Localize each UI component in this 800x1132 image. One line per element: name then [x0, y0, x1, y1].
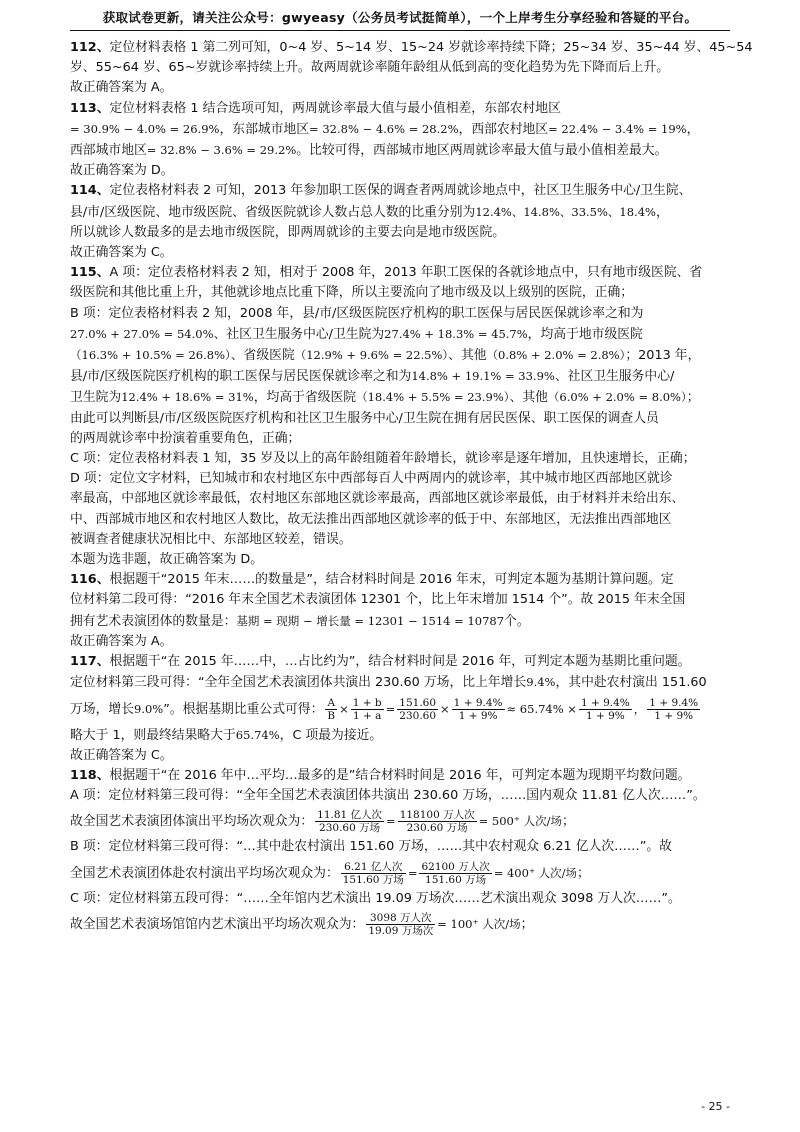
q115-text-7a: 卫生院为 [70, 390, 122, 406]
q118-a-fraction-2 [398, 809, 477, 834]
q117-formula-1: 9.4% [526, 675, 556, 690]
frac-num: 1 + 9.4% [580, 696, 630, 709]
q113-line1 [70, 99, 766, 119]
frac-num: 1 + b [352, 696, 382, 709]
q113-text-6: 。比较可得，西部城市地区两周就诊率最大值与最小值相差最大。 [296, 143, 668, 159]
q116-line3 [70, 611, 766, 632]
q117-line2 [70, 672, 766, 693]
q115-text-7b: ，均高于省级医院 [253, 390, 357, 406]
frac-num: 6.21 亿人次 [341, 861, 406, 874]
q117-text: 根据题干“在 2015 年……中，…占比约为”，结合材料时间是 2016 年，可判定本题为基期比重问题。 [109, 654, 691, 670]
frac-den: 1 + a [352, 709, 382, 722]
q115-text-4b: ，均高于地市级医院 [527, 326, 643, 342]
q117-fraction-1 [325, 697, 337, 722]
q117-text-4b: ，C 项最为接近。 [279, 727, 383, 743]
q115-text: A 项：定位表格材料表 2 知，相对于 2008 年，2013 年职工医保的各就诊地点中，只有地市级医院、省 [109, 265, 703, 281]
q117-formula-3: 65.74% [235, 727, 280, 742]
frac-num: 3098 万人次 [366, 912, 435, 925]
frac-den: 1 + 9% [458, 709, 498, 722]
frac-den: 1 + 9% [585, 709, 625, 722]
q118-number: 118、 [70, 767, 110, 783]
q117-approx: ≈ 65.74% × [506, 701, 577, 716]
q113-line2 [70, 119, 766, 140]
frac-den: 19.09 万场次 [368, 924, 434, 937]
q115-line10: C 项：定位表格材料表 1 知，35 岁及以上的高年龄组随着年龄增长，就诊率是逐年增加，且快速增长，正确； [70, 451, 696, 467]
q113-formula-3: = 22.4% − 3.4% = 19% [548, 121, 687, 136]
q118-c-result: = 100⁺ 人次/场 [437, 916, 521, 931]
frac-num: 1 + 9.4% [649, 696, 699, 709]
q115-text-4a: 、社区卫生服务中心/卫生院为 [213, 326, 385, 342]
q115-text-7d: ； [686, 390, 700, 406]
frac-num: 118100 万人次 [399, 809, 475, 822]
q115-text-5b: 、其他 [448, 348, 487, 364]
q118-line1 [70, 766, 766, 786]
q115-line12: 率最高，中部地区就诊率最低，农村地区东部地区就诊率最高，西部地区就诊率最低，由于材料并未给出东、 [70, 491, 685, 507]
q118-a-result: = 500⁺ 人次/场 [478, 814, 562, 829]
frac-num: 151.60 [399, 696, 437, 709]
q118-text: 根据题干“在 2016 年中…平均…最多的是”结合材料时间是 2016 年，可判定本题为现期平均数问题。 [109, 767, 691, 783]
q113-line3 [70, 140, 766, 161]
q115-line4 [70, 324, 766, 345]
q115-line5 [70, 345, 766, 366]
q117-text-3a: 万场，增长 [70, 701, 134, 717]
q115-formula-8: （18.4% + 5.5% = 23.9%） [356, 390, 510, 405]
q115-text-5a: 、省级医院 [230, 348, 295, 364]
q116-formula: 基期 = 现期 − 增长量 = 12301 − 1514 = 10787 [236, 613, 505, 628]
q115-line8: 由此可以判断县/市/区级医院医疗机构和社区卫生服务中心/卫生院在拥有居民医保、职工医保的调查人员 [70, 410, 659, 426]
q117-text-3b: ”。根据基期比重公式可得： [163, 701, 324, 717]
q115-line7 [70, 387, 766, 408]
frac-num: 11.81 亿人次 [317, 809, 383, 822]
q114-number: 114、 [70, 183, 110, 199]
q115-line9: 的两周就诊率中扮演着重要角色，正确； [70, 430, 301, 446]
q118-b-line2: 全国艺术表演团体赴农村演出平均场次观众为： $\frac{\text{6.21 亿人次}}{\text{151.60 万场}}$ = $\frac{\text{62100 万人次}}{\text{151.60 万场}}$ = 400⁺ 人次/场； [70, 860, 590, 886]
q118-c-line1: C 项：定位材料第五段可得：“……全年馆内艺术演出 19.09 万场次……艺术演出观众 3098 万人次……”。 [70, 890, 681, 906]
q112-line1 [70, 38, 766, 58]
q116-answer: 故正确答案为 A。 [70, 633, 173, 649]
q117-formula-2: 9.0% [133, 701, 164, 716]
q114-text: 定位表格材料表 2 可知，2013 年参加职工医保的调查者两周就诊地点中，社区卫生服务中心/卫生院、 [109, 183, 692, 199]
q115-number: 115、 [70, 265, 110, 281]
q112-line2: 岁、55~64 岁、65~岁就诊率持续上升。故两周就诊率随年龄组从低到高的变化趋势为先下降而后上升。 [70, 60, 670, 76]
q112-text: 定位材料表格 1 第二列可知，0~4 岁、5~14 岁、15~24 岁就诊率持续下降；25~34 岁、35~44 岁、45~54 [109, 40, 753, 55]
frac-den: 230.60 万场 [319, 822, 381, 835]
q115-answer: 本题为选非题，故正确答案为 D。 [70, 552, 264, 568]
q113-text-2: ，东部城市地区 [219, 121, 310, 137]
q115-text-5c: ；2013 年， [625, 348, 701, 364]
q115-line14: 被调查者健康状况相比中、东部地区较差，错误。 [70, 531, 352, 547]
q118-b-fraction-1 [341, 861, 406, 886]
frac-den: 151.60 万场 [342, 873, 404, 886]
q116-line2: 位材料第二段可得：“2016 年末全国艺术表演团体 12301 个，比上年末增加 1514 个”。故 2015 年末全国 [70, 592, 686, 608]
q117-fraction-5 [579, 697, 632, 722]
q115-line1 [70, 263, 766, 283]
q115-formula-5: （0.8% + 2.0% = 2.8%） [486, 348, 626, 363]
q117-text-4a: 略大于 1，则最终结果略大于 [70, 727, 236, 743]
q113-text-4: ， [686, 121, 700, 137]
q117-answer: 故正确答案为 C。 [70, 747, 173, 763]
q118-b-text: 全国艺术表演团体赴农村演出平均场次观众为： [70, 865, 339, 881]
frac-den: 230.60 万场 [406, 822, 468, 835]
q118-b-result: = 400⁺ 人次/场 [493, 865, 578, 880]
q115-formula-9: （6.0% + 2.0% = 8.0%） [547, 390, 687, 405]
q114-answer: 故正确答案为 C。 [70, 245, 173, 261]
q114-line1 [70, 181, 766, 201]
q117-line3: 万场，增长9.0%”。根据基期比重公式可得： $\frac{A}{B}$ × $\frac{1 + b}{1 + a}$ = $\frac{151.60}{230.60}$ × $\frac{1 + 9.4\%}{1 + 9\%}$ ≈ 65.74% × $\frac{1 + 9.4\%}{1 + 9\%}$ ， $\frac{1 + 9.4\%}{1 + 9\%}$ [70, 696, 699, 722]
q115-formula-6: 14.8% + 19.1% = 33.9% [411, 369, 555, 384]
frac-den: 1 + 9% [654, 709, 694, 722]
q115-text-6a: 县/市/区级医院医疗机构的职工医保与居民医保就诊率之和为 [70, 369, 412, 385]
frac-num: 62100 万人次 [421, 860, 490, 873]
q117-fraction-3 [397, 697, 438, 722]
q115-formula-3: （16.3% + 10.5% = 26.8%） [70, 348, 231, 363]
q115-line11: D 项：定位文字材料，已知城市和农村地区东中西部每百人中两周内的就诊率，其中城市地区西部地区就诊 [70, 471, 673, 487]
q116-text: 根据题干“2015 年末……的数量是”，结合材料时间是 2016 年末，可判定本题为基期计算问题。定 [109, 572, 674, 588]
q115-text-6b: 、社区卫生服务中心/ [554, 369, 675, 385]
q117-number: 117、 [70, 654, 110, 670]
q114-line2 [70, 202, 766, 223]
q115-formula-2: 27.4% + 18.3% = 45.7% [384, 326, 528, 341]
q114-text-2: 县/市/区级医院、地市级医院、省级医院就诊人数占总人数的比重分别为 [70, 204, 476, 220]
q113-formula-1: = 30.9% − 4.0% = 26.9% [70, 121, 220, 136]
q116-number: 116、 [70, 572, 110, 588]
q116-line1 [70, 570, 766, 590]
q118-a-text: 故全国艺术表演团体演出平均场次观众为： [70, 814, 314, 830]
q113-number: 113、 [70, 100, 110, 116]
q118-a-line1: A 项：定位材料第三段可得：“全年全国艺术表演团体共演出 230.60 万场，……国内观众 11.81 亿人次……”。 [70, 788, 706, 804]
q118-b-fraction-2 [419, 861, 491, 886]
q114-formula-1: 12.4%、14.8%、33.5%、18.4% [475, 204, 656, 219]
q117-fraction-2 [351, 697, 384, 722]
q118-a-line2: 故全国艺术表演团体演出平均场次观众为： $\frac{\text{11.81 亿人次}}{\text{230.60 万场}}$ = $\frac{\text{118100 万人次}}{\text{230.60 万场}}$ = 500⁺ 人次/场； [70, 809, 575, 835]
q117-line1 [70, 652, 766, 672]
q115-formula-7: 12.4% + 18.6% = 31% [121, 390, 254, 405]
q115-line2: 级医院和其他比重上升，其他就诊地点比重下降，所以主要流向了地市级及以上级别的医院，正确； [70, 285, 634, 301]
page-content [70, 38, 766, 940]
q115-formula-1: 27.0% + 27.0% = 54.0% [70, 326, 214, 341]
q118-a-fraction-1 [315, 809, 384, 834]
q114-line3: 所以就诊人数最多的是去地市级医院，即两周就诊的主要去向是地市级医院。 [70, 224, 506, 240]
q117-text-2b: ，其中赴农村演出 151.60 [555, 675, 707, 691]
frac-num: 1 + 9.4% [453, 696, 503, 709]
q117-fraction-4 [452, 697, 505, 722]
q113-answer: 故正确答案为 D。 [70, 163, 174, 179]
q117-text-2a: 定位材料第三段可得：“全年全国艺术表演团体共演出 230.60 万场，比上年增长 [70, 675, 527, 691]
q115-line13: 中、西部城市地区和农村地区人数比，故无法推出西部地区就诊率的低于中、东部地区，无法推出西部地区 [70, 511, 672, 527]
q118-c-text: 故全国艺术表演场馆馆内艺术演出平均场次观众为： [70, 916, 365, 932]
q118-c-fraction-1 [366, 912, 435, 937]
frac-num: A [325, 697, 337, 710]
frac-den: 230.60 [399, 709, 437, 722]
q114-text-3: ， [655, 204, 669, 220]
q118-b-line1: B 项：定位材料第三段可得：“…其中赴农村演出 151.60 万场，……其中农村观众 6.21 亿人次……”。故 [70, 839, 672, 855]
q115-line6 [70, 366, 766, 387]
q115-line3: B 项：定位表格材料表 2 知，2008 年，县/市/区级医院医疗机构的职工医保与居民医保就诊率之和为 [70, 305, 644, 321]
q112-number: 112、 [70, 40, 110, 55]
q117-line4 [70, 725, 766, 746]
q117-fraction-6 [647, 697, 700, 722]
q113-text-3: ，西部农村地区 [458, 121, 549, 137]
q116-text-3a: 拥有艺术表演团体的数量是： [70, 613, 237, 629]
page-header: 获取试卷更新，请关注公众号：gwyeasy（公务员考试挺简单），一个上岸考生分享经验和答疑的平台。 [70, 8, 730, 31]
q113-formula-4: = 32.8% − 3.6% = 29.2% [146, 143, 297, 158]
q113-text: 定位材料表格 1 结合选项可知，两周就诊率最大值与最小值相差，东部农村地区 [109, 100, 561, 116]
q115-formula-4: （12.9% + 9.6% = 22.5%） [294, 348, 449, 363]
q118-c-line2: 故全国艺术表演场馆馆内艺术演出平均场次观众为： $\frac{\text{3098 万人次}}{\text{19.09 万场次}}$ = 100⁺ 人次/场； [70, 911, 534, 937]
q115-text-7c: 、其他 [509, 390, 548, 406]
frac-den: 151.60 万场 [425, 873, 487, 886]
q116-text-3b: 个。 [504, 613, 530, 629]
q113-text-5: 西部城市地区 [70, 143, 147, 159]
frac-den: B [327, 709, 336, 722]
q113-formula-2: = 32.8% − 4.6% = 28.2% [309, 121, 459, 136]
page-number: - 25 - [701, 1100, 730, 1113]
q112-answer: 故正确答案为 A。 [70, 80, 173, 96]
